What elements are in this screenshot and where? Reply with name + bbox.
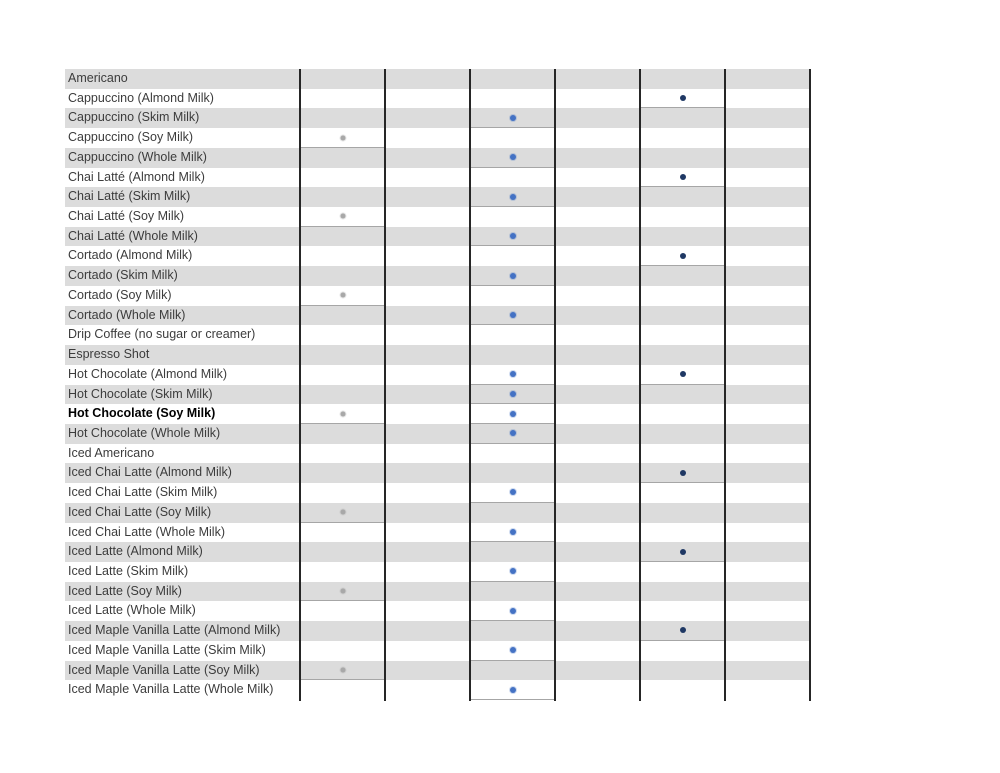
- dot-marker-gray: [340, 510, 345, 515]
- grid-cell[interactable]: [640, 404, 725, 424]
- table-row: [65, 207, 810, 227]
- grid-cell[interactable]: [725, 444, 810, 464]
- table-row: [65, 365, 810, 385]
- grid-cell[interactable]: [640, 148, 725, 168]
- grid-cell[interactable]: [555, 168, 640, 188]
- table-row: [65, 306, 810, 326]
- grid-cell[interactable]: [470, 661, 555, 681]
- grid-cell[interactable]: [725, 463, 810, 483]
- grid-cell[interactable]: [555, 641, 640, 661]
- grid-cell[interactable]: [385, 404, 470, 424]
- grid-cell[interactable]: [640, 503, 725, 523]
- table-row: [65, 582, 810, 602]
- table-row: [65, 227, 810, 247]
- grid-cell[interactable]: [725, 325, 810, 345]
- grid-cell[interactable]: [640, 246, 725, 266]
- grid-cell[interactable]: [300, 444, 385, 464]
- grid-cell[interactable]: [385, 503, 470, 523]
- table-row: [65, 246, 810, 266]
- dot-marker-blue: [510, 687, 516, 693]
- grid-cell[interactable]: [640, 661, 725, 681]
- grid-cell[interactable]: [555, 306, 640, 326]
- grid-cell[interactable]: [385, 108, 470, 128]
- grid-cell[interactable]: [640, 542, 725, 562]
- grid-cell[interactable]: [640, 108, 725, 128]
- dot-marker-blue: [510, 273, 516, 279]
- grid-cell[interactable]: [640, 385, 725, 405]
- grid-cell[interactable]: [555, 345, 640, 365]
- dot-marker-blue: [510, 568, 516, 574]
- grid-cell[interactable]: [300, 503, 385, 523]
- grid-cell[interactable]: [725, 523, 810, 543]
- dot-marker-blue: [510, 312, 516, 318]
- grid-cell[interactable]: [555, 246, 640, 266]
- grid-cell[interactable]: [385, 385, 470, 405]
- grid-cell[interactable]: [555, 187, 640, 207]
- grid-cell[interactable]: [555, 404, 640, 424]
- grid-cell[interactable]: [555, 661, 640, 681]
- grid-cell[interactable]: [385, 227, 470, 247]
- drink-label-cell[interactable]: Chai Latté (Soy Milk): [68, 209, 185, 224]
- vertical-gridline: [384, 69, 386, 701]
- grid-cell[interactable]: [725, 187, 810, 207]
- grid-cell[interactable]: [470, 266, 555, 286]
- table-row: [65, 168, 810, 188]
- grid-cell[interactable]: [470, 463, 555, 483]
- grid-cell[interactable]: [470, 227, 555, 247]
- table-row: [65, 661, 810, 681]
- grid-cell[interactable]: [300, 365, 385, 385]
- grid-cell[interactable]: [300, 582, 385, 602]
- grid-cell[interactable]: [300, 621, 385, 641]
- grid-cell[interactable]: [385, 148, 470, 168]
- dot-marker-navy: [680, 371, 686, 377]
- grid-cell[interactable]: [385, 187, 470, 207]
- drink-label-cell[interactable]: Cortado (Soy Milk): [68, 287, 172, 302]
- drink-label-cell[interactable]: Cappuccino (Soy Milk): [68, 130, 194, 145]
- drink-label-cell[interactable]: Hot Chocolate (Soy Milk): [68, 406, 216, 421]
- grid-cell[interactable]: [555, 523, 640, 543]
- grid-cell[interactable]: [555, 542, 640, 562]
- grid-cell[interactable]: [300, 680, 385, 700]
- table-row: [65, 128, 810, 148]
- drink-label-cell[interactable]: Cortado (Almond Milk): [68, 248, 193, 263]
- drink-label-cell[interactable]: Cappuccino (Almond Milk): [68, 90, 214, 105]
- drink-label-cell[interactable]: Iced Chai Latte (Skim Milk): [68, 485, 218, 500]
- grid-cell[interactable]: [640, 483, 725, 503]
- grid-cell[interactable]: [725, 227, 810, 247]
- grid-cell[interactable]: [385, 89, 470, 109]
- vertical-gridline: [554, 69, 556, 701]
- dot-marker-navy: [680, 174, 686, 180]
- grid-cell[interactable]: [555, 503, 640, 523]
- grid-cell[interactable]: [470, 89, 555, 109]
- grid-cell[interactable]: [385, 325, 470, 345]
- table-row: [65, 680, 810, 700]
- grid-cell[interactable]: [555, 89, 640, 109]
- grid-cell[interactable]: [385, 582, 470, 602]
- grid-cell[interactable]: [725, 128, 810, 148]
- table-row: [65, 483, 810, 503]
- grid-cell[interactable]: [640, 325, 725, 345]
- grid-cell[interactable]: [470, 207, 555, 227]
- grid-cell[interactable]: [725, 601, 810, 621]
- dot-marker-navy: [680, 627, 686, 633]
- grid-cell[interactable]: [385, 365, 470, 385]
- grid-cell[interactable]: [470, 168, 555, 188]
- dot-marker-blue: [510, 115, 516, 121]
- grid-cell[interactable]: [725, 661, 810, 681]
- grid-cell[interactable]: [470, 483, 555, 503]
- dot-marker-blue: [510, 194, 516, 200]
- grid-cell[interactable]: [300, 128, 385, 148]
- grid-cell[interactable]: [300, 424, 385, 444]
- dot-marker-blue: [510, 608, 516, 614]
- drink-label-cell[interactable]: Cappuccino (Whole Milk): [68, 149, 207, 164]
- grid-cell[interactable]: [725, 424, 810, 444]
- grid-cell[interactable]: [470, 503, 555, 523]
- grid-cell[interactable]: [300, 108, 385, 128]
- grid-cell[interactable]: [300, 542, 385, 562]
- drink-label-cell[interactable]: Iced Latte (Whole Milk): [68, 603, 196, 618]
- dot-marker-gray: [340, 589, 345, 594]
- grid-cell[interactable]: [555, 562, 640, 582]
- grid-cell[interactable]: [555, 483, 640, 503]
- grid-cell[interactable]: [725, 621, 810, 641]
- grid-cell[interactable]: [385, 128, 470, 148]
- grid-cell[interactable]: [470, 641, 555, 661]
- dot-marker-gray: [340, 293, 345, 298]
- grid-cell[interactable]: [300, 266, 385, 286]
- grid-cell[interactable]: [555, 424, 640, 444]
- table-row: [65, 325, 810, 345]
- grid-cell[interactable]: [725, 404, 810, 424]
- grid-cell[interactable]: [725, 582, 810, 602]
- table-row: [65, 523, 810, 543]
- grid-cell[interactable]: [385, 286, 470, 306]
- drink-label-cell[interactable]: Iced Chai Latte (Soy Milk): [68, 504, 212, 519]
- grid-cell[interactable]: [555, 463, 640, 483]
- grid-cell[interactable]: [725, 108, 810, 128]
- table-row: [65, 463, 810, 483]
- grid-cell[interactable]: [470, 286, 555, 306]
- grid-cell[interactable]: [300, 562, 385, 582]
- grid-cell[interactable]: [725, 69, 810, 89]
- table-row: [65, 108, 810, 128]
- grid-cell[interactable]: [640, 345, 725, 365]
- grid-cell[interactable]: [725, 365, 810, 385]
- grid-cell[interactable]: [385, 601, 470, 621]
- grid-cell[interactable]: [640, 227, 725, 247]
- dot-marker-blue: [510, 154, 516, 160]
- grid-cell[interactable]: [385, 562, 470, 582]
- grid-cell[interactable]: [555, 148, 640, 168]
- grid-cell[interactable]: [555, 128, 640, 148]
- grid-cell[interactable]: [555, 325, 640, 345]
- grid-cell[interactable]: [725, 641, 810, 661]
- dot-marker-gray: [340, 411, 345, 416]
- grid-cell[interactable]: [385, 621, 470, 641]
- grid-cell[interactable]: [470, 444, 555, 464]
- dot-marker-blue: [510, 529, 516, 535]
- dot-marker-gray: [340, 135, 345, 140]
- grid-cell[interactable]: [385, 246, 470, 266]
- dot-marker-navy: [680, 95, 686, 101]
- grid-cell[interactable]: [725, 483, 810, 503]
- grid-cell[interactable]: [640, 641, 725, 661]
- table-row: [65, 621, 810, 641]
- table-row: [65, 444, 810, 464]
- drink-label-cell[interactable]: Iced Latte (Skim Milk): [68, 563, 189, 578]
- table-row: [65, 542, 810, 562]
- grid-cell[interactable]: [470, 246, 555, 266]
- grid-cell[interactable]: [555, 227, 640, 247]
- drink-label-cell[interactable]: Iced Latte (Almond Milk): [68, 544, 203, 559]
- grid-cell[interactable]: [470, 325, 555, 345]
- grid-cell[interactable]: [555, 385, 640, 405]
- grid-cell[interactable]: [385, 483, 470, 503]
- dot-marker-gray: [340, 667, 345, 672]
- grid-cell[interactable]: [555, 601, 640, 621]
- grid-cell[interactable]: [300, 601, 385, 621]
- grid-cell[interactable]: [725, 266, 810, 286]
- drink-label-cell[interactable]: Iced Chai Latte (Almond Milk): [68, 465, 232, 480]
- drink-label-cell[interactable]: Cortado (Whole Milk): [68, 307, 186, 322]
- dot-marker-gray: [340, 214, 345, 219]
- grid-cell[interactable]: [640, 69, 725, 89]
- grid-cell[interactable]: [640, 168, 725, 188]
- vertical-gridline: [469, 69, 471, 701]
- grid-cell[interactable]: [385, 345, 470, 365]
- drink-label-cell[interactable]: Iced Americano: [68, 445, 155, 460]
- table-row: [65, 286, 810, 306]
- dot-marker-blue: [510, 233, 516, 239]
- table-row: [65, 562, 810, 582]
- table-row: [65, 601, 810, 621]
- drink-dot-matrix-table: [65, 69, 810, 701]
- grid-cell[interactable]: [470, 542, 555, 562]
- grid-cell[interactable]: [470, 345, 555, 365]
- grid-cell[interactable]: [385, 306, 470, 326]
- dot-marker-blue: [510, 489, 516, 495]
- grid-cell[interactable]: [300, 286, 385, 306]
- grid-cell[interactable]: [555, 207, 640, 227]
- vertical-gridline: [299, 69, 301, 701]
- grid-cell[interactable]: [640, 582, 725, 602]
- grid-cell[interactable]: [725, 542, 810, 562]
- grid-cell[interactable]: [300, 187, 385, 207]
- grid-cell[interactable]: [470, 128, 555, 148]
- grid-cell[interactable]: [725, 168, 810, 188]
- grid-cell[interactable]: [555, 582, 640, 602]
- grid-cell[interactable]: [300, 463, 385, 483]
- dot-marker-blue: [510, 430, 516, 436]
- grid-cell[interactable]: [640, 424, 725, 444]
- grid-cell[interactable]: [470, 601, 555, 621]
- grid-cell[interactable]: [300, 69, 385, 89]
- drink-label-cell[interactable]: Chai Latté (Skim Milk): [68, 189, 191, 204]
- grid-cell[interactable]: [640, 523, 725, 543]
- grid-cell[interactable]: [470, 69, 555, 89]
- grid-cell[interactable]: [385, 207, 470, 227]
- grid-cell[interactable]: [300, 306, 385, 326]
- dot-marker-blue: [510, 411, 516, 417]
- table-row: [65, 69, 810, 89]
- grid-cell[interactable]: [300, 345, 385, 365]
- grid-cell[interactable]: [470, 187, 555, 207]
- dot-marker-navy: [680, 470, 686, 476]
- grid-cell[interactable]: [555, 680, 640, 700]
- grid-cell[interactable]: [555, 69, 640, 89]
- grid-cell[interactable]: [470, 404, 555, 424]
- drink-label-cell[interactable]: Iced Maple Vanilla Latte (Soy Milk): [68, 662, 260, 677]
- grid-cell[interactable]: [725, 89, 810, 109]
- table-row: [65, 424, 810, 444]
- dot-marker-blue: [510, 391, 516, 397]
- drink-label-cell[interactable]: Drip Coffee (no sugar or creamer): [68, 327, 256, 342]
- grid-cell[interactable]: [385, 661, 470, 681]
- grid-cell[interactable]: [385, 523, 470, 543]
- grid-cell[interactable]: [640, 365, 725, 385]
- drink-label-cell[interactable]: Espresso Shot: [68, 347, 150, 362]
- vertical-gridline: [639, 69, 641, 701]
- grid-cell[interactable]: [555, 444, 640, 464]
- grid-cell[interactable]: [470, 582, 555, 602]
- drink-label-cell[interactable]: Cappuccino (Skim Milk): [68, 110, 200, 125]
- table-row: [65, 641, 810, 661]
- grid-cell[interactable]: [640, 306, 725, 326]
- grid-cell[interactable]: [385, 542, 470, 562]
- grid-cell[interactable]: [300, 523, 385, 543]
- grid-cell[interactable]: [640, 601, 725, 621]
- grid-cell[interactable]: [385, 69, 470, 89]
- drink-label-cell[interactable]: Hot Chocolate (Almond Milk): [68, 366, 228, 381]
- drink-label-cell[interactable]: Iced Maple Vanilla Latte (Whole Milk): [68, 682, 274, 697]
- grid-cell[interactable]: [725, 306, 810, 326]
- drink-label-cell[interactable]: Hot Chocolate (Whole Milk): [68, 425, 221, 440]
- table-row: [65, 148, 810, 168]
- grid-cell[interactable]: [725, 562, 810, 582]
- grid-cell[interactable]: [300, 641, 385, 661]
- grid-cell[interactable]: [385, 680, 470, 700]
- table-row: [65, 345, 810, 365]
- grid-cell[interactable]: [470, 680, 555, 700]
- grid-cell[interactable]: [385, 266, 470, 286]
- grid-cell[interactable]: [300, 661, 385, 681]
- grid-cell[interactable]: [640, 680, 725, 700]
- grid-cell[interactable]: [470, 562, 555, 582]
- grid-cell[interactable]: [640, 187, 725, 207]
- grid-cell[interactable]: [385, 463, 470, 483]
- grid-cell[interactable]: [640, 621, 725, 641]
- grid-cell[interactable]: [555, 621, 640, 641]
- grid-cell[interactable]: [300, 404, 385, 424]
- grid-cell[interactable]: [300, 148, 385, 168]
- table-row: [65, 404, 810, 424]
- grid-cell[interactable]: [300, 325, 385, 345]
- grid-cell[interactable]: [725, 246, 810, 266]
- grid-cell[interactable]: [725, 345, 810, 365]
- grid-cell[interactable]: [385, 641, 470, 661]
- table-row: [65, 266, 810, 286]
- grid-cell[interactable]: [555, 286, 640, 306]
- drink-label-cell[interactable]: Chai Latté (Almond Milk): [68, 169, 205, 184]
- grid-cell[interactable]: [385, 424, 470, 444]
- dot-marker-navy: [680, 253, 686, 259]
- grid-cell[interactable]: [470, 385, 555, 405]
- drink-label-cell[interactable]: Iced Maple Vanilla Latte (Skim Milk): [68, 642, 266, 657]
- table-row: [65, 89, 810, 109]
- grid-cell[interactable]: [470, 523, 555, 543]
- drink-label-cell[interactable]: Iced Maple Vanilla Latte (Almond Milk): [68, 623, 281, 638]
- grid-cell[interactable]: [470, 424, 555, 444]
- drink-label-cell[interactable]: Americano: [68, 71, 128, 85]
- grid-cell[interactable]: [640, 207, 725, 227]
- grid-cell[interactable]: [555, 266, 640, 286]
- grid-cell[interactable]: [640, 444, 725, 464]
- grid-cell[interactable]: [725, 503, 810, 523]
- grid-cell[interactable]: [300, 483, 385, 503]
- grid-cell[interactable]: [470, 621, 555, 641]
- dot-marker-blue: [510, 647, 516, 653]
- grid-cell[interactable]: [300, 207, 385, 227]
- grid-cell[interactable]: [640, 266, 725, 286]
- drink-label-cell[interactable]: Iced Chai Latte (Whole Milk): [68, 524, 226, 539]
- grid-cell[interactable]: [640, 128, 725, 148]
- grid-cell[interactable]: [640, 286, 725, 306]
- grid-cell[interactable]: [725, 207, 810, 227]
- grid-cell[interactable]: [470, 148, 555, 168]
- grid-cell[interactable]: [555, 108, 640, 128]
- drink-label-cell[interactable]: Chai Latté (Whole Milk): [68, 228, 198, 243]
- grid-cell[interactable]: [300, 89, 385, 109]
- grid-cell[interactable]: [725, 148, 810, 168]
- table-rows: [65, 69, 810, 700]
- grid-cell[interactable]: [470, 108, 555, 128]
- grid-cell[interactable]: [725, 680, 810, 700]
- vertical-gridline: [724, 69, 726, 701]
- table-row: [65, 385, 810, 405]
- grid-cell[interactable]: [470, 365, 555, 385]
- grid-cell[interactable]: [300, 227, 385, 247]
- drink-label-cell[interactable]: Iced Latte (Soy Milk): [68, 583, 182, 598]
- grid-cell[interactable]: [725, 286, 810, 306]
- grid-cell[interactable]: [640, 562, 725, 582]
- dot-marker-blue: [510, 371, 516, 377]
- grid-cell[interactable]: [555, 365, 640, 385]
- grid-cell[interactable]: [385, 168, 470, 188]
- grid-cell[interactable]: [470, 306, 555, 326]
- vertical-gridline: [809, 69, 811, 701]
- grid-cell[interactable]: [640, 463, 725, 483]
- grid-cell[interactable]: [640, 89, 725, 109]
- table-row: [65, 503, 810, 523]
- grid-cell[interactable]: [385, 444, 470, 464]
- drink-label-cell[interactable]: Hot Chocolate (Skim Milk): [68, 386, 213, 401]
- grid-cell[interactable]: [300, 168, 385, 188]
- grid-cell[interactable]: [725, 385, 810, 405]
- grid-cell[interactable]: [300, 246, 385, 266]
- table-row: [65, 187, 810, 207]
- drink-label-cell[interactable]: Cortado (Skim Milk): [68, 268, 178, 283]
- dot-marker-navy: [680, 549, 686, 555]
- grid-cell[interactable]: [300, 385, 385, 405]
